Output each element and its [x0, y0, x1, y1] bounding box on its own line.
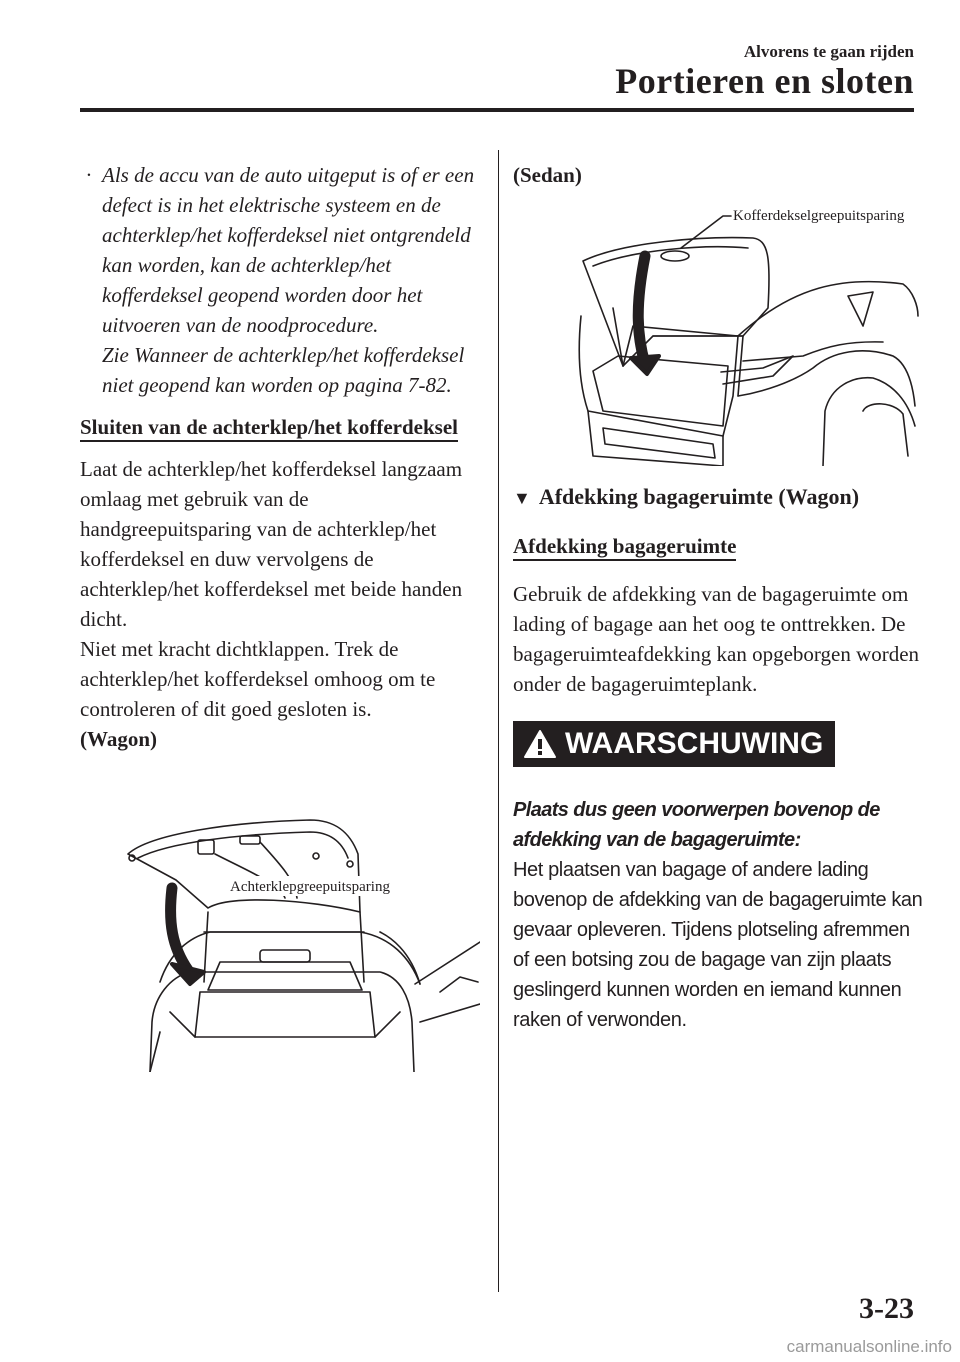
closing-subheading: Sluiten van de achterklep/het kofferdeksel — [80, 412, 480, 442]
wagon-callout-label: Achterklepgreepuitsparing — [230, 879, 390, 895]
right-column — [513, 160, 923, 1035]
column-divider — [498, 150, 499, 1292]
section-heading: ▼ Afdekking bagageruimte (Wagon) — [513, 484, 860, 509]
page-title: Portieren en sloten — [615, 61, 914, 101]
warning-bold-text: Plaats dus geen voorwerpen bovenop de afdekking van de bagageruimte: — [513, 799, 880, 851]
wagon-liftgate-illustration — [80, 772, 480, 1072]
wagon-label: (Wagon) — [80, 727, 158, 751]
closing-paragraph-2: Niet met kracht dichtklappen. Trek de achterklep/het kofferdeksel omhoog om te controleren of dit goed gesloten is. — [80, 637, 436, 721]
warning-body-text: Het plaatsen van bagage of andere lading bovenop de afdekking van de bagageruimte kan gevaar opleveren. Tijdens plotseling afremmen of een botsing zou de bagage van zijn plaats geslingerd kunnen worden en iemand kunnen raken of verwonden. — [513, 859, 923, 1031]
watermark: carmanualsonline.info — [786, 1337, 952, 1356]
warning-badge-label: WAARSCHUWING — [565, 727, 824, 760]
note-bullet — [80, 160, 480, 400]
chapter-title: Alvorens te gaan rijden — [743, 42, 914, 61]
triangle-marker-icon: ▼ — [513, 488, 531, 508]
sedan-label: (Sedan) — [513, 163, 582, 187]
warning-triangle-icon — [523, 729, 557, 759]
bullet-text-2: Zie Wanneer de achterklep/het kofferdeksel niet geopend kan worden op pagina 7-82. — [102, 343, 465, 397]
cover-paragraph: Gebruik de afdekking van de bagageruimte om lading of bagage aan het oog te onttrekken. De bagageruimteafdekking kan opgeborgen worden onder de bagageruimteplank. — [513, 582, 920, 696]
sedan-trunk-illustration — [563, 196, 923, 466]
bullet-text-1: Als de accu van de auto uitgeput is of er een defect is in het elektrische systeem en de achterklep/het kofferdeksel niet ontgrendeld kan worden, kan de achterklep/het kofferdeksel geopend worden door het uitvoeren van de noodprocedure. — [102, 163, 475, 337]
sedan-callout-label: Kofferdekselgreepuitsparing — [733, 208, 905, 224]
page-number: 3-23 — [859, 1292, 914, 1325]
cover-subheading: Afdekking bagageruimte — [513, 531, 923, 561]
warning-badge — [513, 721, 835, 767]
closing-paragraph-1: Laat de achterklep/het kofferdeksel langzaam omlaag met gebruik van de handgreepuitsparing van de achterklep/het kofferdeksel en duw vervolgens de achterklep/het kofferdeksel met beide handen dicht. — [80, 457, 463, 631]
header-rule — [80, 108, 914, 112]
left-column — [80, 160, 480, 1072]
bullet-dot-icon: · — [86, 163, 92, 187]
